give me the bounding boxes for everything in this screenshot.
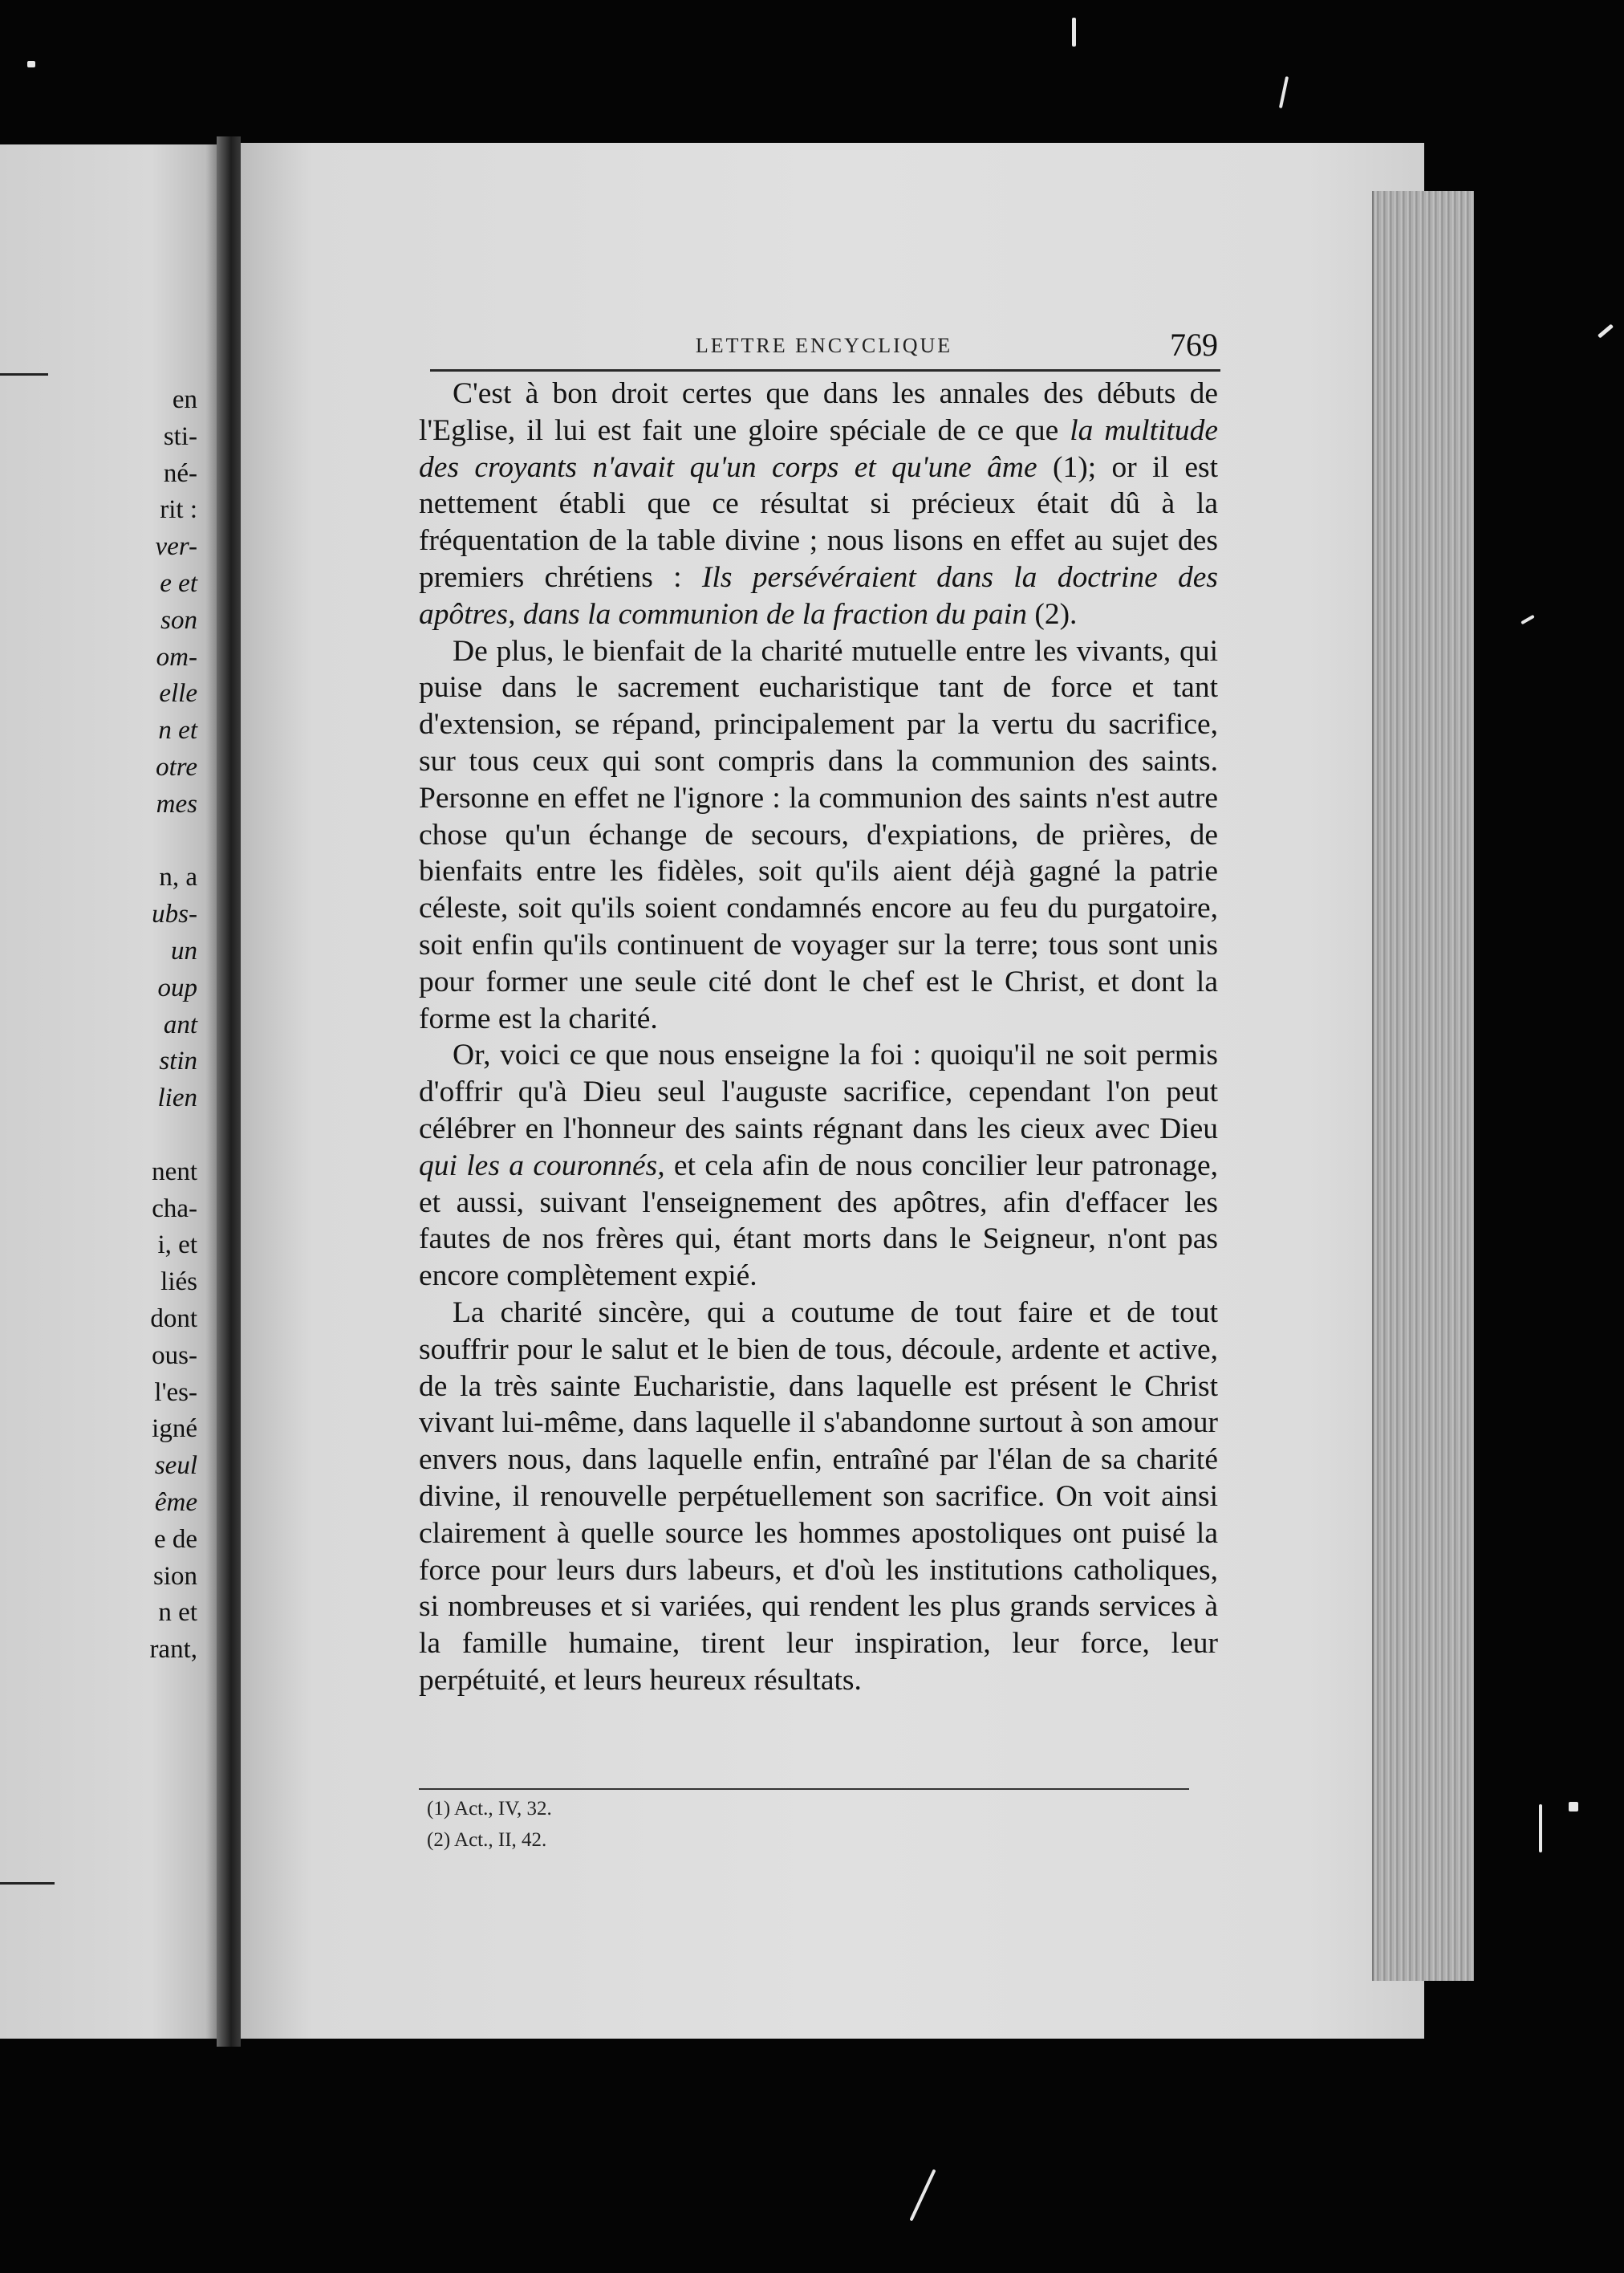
- footnote-2: (2) Act., II, 42.: [427, 1829, 547, 1851]
- facing-page-footnote-rule: [0, 1882, 55, 1885]
- footnote-1: (1) Act., IV, 32.: [427, 1798, 552, 1820]
- paragraph: [419, 633, 1218, 1038]
- running-head: LETTRE ENCYCLIQUE: [695, 334, 953, 357]
- facing-page-fragment: cha-: [152, 1193, 197, 1223]
- facing-page-fragment: liés: [160, 1267, 197, 1297]
- paragraph: [419, 376, 1218, 633]
- facing-page-fragment: lien: [157, 1084, 197, 1113]
- dust-speck: [1569, 1802, 1578, 1811]
- dust-speck: [1072, 18, 1076, 47]
- facing-page-fragment: ant: [163, 1010, 197, 1039]
- text-run: La charité sincère, qui a coutume de tout faire et de tout souffrir pour le salut et le bien de tous, découle, ardente et active, de la très sainte Eucharistie, dans laquelle est présent le Christ vivant lui-même, dans laquelle il s'abandonne surtout à son amour envers nous, dans laquelle enfin, entraîné par l'élan de sa charité divine, il renouvelle perpétuellement son sacrifice. On voit ainsi clairement à quelle source les hommes apostoliques ont puisé la force pour leurs durs labeurs, et d'où les institutions catholiques, si nombreuses et si variées, qui rendent les plus grands services à la famille humaine, tirent leur inspiration, leur force, leur perpétuité, et leurs heureux résultats.: [419, 1295, 1218, 1697]
- facing-page-fragment: seul: [154, 1451, 197, 1481]
- facing-page-fragment: dont: [150, 1304, 197, 1333]
- dust-speck: [1598, 324, 1614, 339]
- body-text: [419, 376, 1218, 1699]
- dust-speck: [1520, 615, 1535, 624]
- text-run: De plus, le bienfait de la charité mutuelle entre les vivants, qui puise dans le sacrement eucharistique tant de force et tant d'extension, se répand, principalement par la vertu du sacrifice, sur tous ceux qui sont compris dans la communion des saints. Personne en effet ne l'ignore : la communion des saints n'est autre chose qu'un échange de secours, d'expiations, de prières, de bienfaits entre les fidèles, soit qu'ils aient déjà gagné la patrie céleste, soit qu'ils soient condamnés encore au feu du purgatoire, soit enfin qu'ils continuent de voyager sur la terre; tous sont unis pour former une seule cité dont le chef est le Christ, et dont la forme est la charité.: [419, 634, 1218, 1035]
- facing-page-fragment: om-: [156, 642, 197, 672]
- dust-speck: [909, 2169, 936, 2221]
- italic-quote: la multitude des croyants n'avait qu'un corps et qu'une âme: [419, 413, 1218, 484]
- facing-page-fragment: mes: [156, 789, 197, 819]
- facing-page-fragment: ême: [154, 1488, 197, 1517]
- text-run: et cela afin de nous concilier leur patronage, et aussi, suivant l'enseignement des apôtres, afin d'effacer les fautes de nos frères qui, étant morts dans le Seigneur, n'ont pas encore complètement expié.: [419, 1149, 1218, 1293]
- header-rule: [430, 369, 1220, 372]
- facing-page-fragment: sti-: [163, 421, 197, 451]
- italic-quote: Ils persévéraient dans la doctrine des apôtres, dans la communion de la fraction du pain: [419, 560, 1219, 631]
- footnotes: [419, 1793, 1141, 1856]
- facing-page-fragment: né-: [163, 458, 197, 488]
- facing-page-fragment: i, et: [157, 1230, 197, 1260]
- facing-page-fragment: sion: [152, 1561, 197, 1591]
- facing-page-fragment: igné: [152, 1414, 197, 1444]
- footnote-rule: [419, 1788, 1189, 1790]
- facing-page-left: [0, 144, 217, 2039]
- page-block-edges: [1372, 191, 1474, 1981]
- facing-page-fragment: n et: [158, 716, 197, 746]
- text-run: Or, voici ce que nous enseigne la foi : quoiqu'il ne soit permis d'offrir qu'à Dieu seul l'auguste sacrifice, cependant l'on peut célébrer en l'honneur des saints régnant dans les cieux avec Dieu: [419, 1039, 1218, 1145]
- facing-page-fragment: nent: [152, 1157, 197, 1186]
- facing-page-fragment: e et: [160, 569, 197, 598]
- facing-page-fragment: n et: [158, 1598, 197, 1628]
- facing-page-fragment: elle: [159, 679, 197, 709]
- text-run: (1); or il est nettement établi que ce résultat si précieux était dû à la fréquentation de la table divine ; nous lisons en effet au sujet des premiers chrétiens :: [419, 450, 1218, 594]
- page-number: 769: [1170, 327, 1218, 363]
- facing-page-fragment: ubs-: [152, 900, 197, 929]
- facing-page-header-rule: [0, 373, 48, 376]
- facing-page-fragment: un: [171, 937, 197, 966]
- facing-page-fragment: rant,: [149, 1635, 197, 1665]
- italic-quote: qui les a couronnés,: [419, 1149, 665, 1182]
- paragraph: [419, 1037, 1218, 1295]
- text-run: (2).: [1026, 597, 1078, 631]
- facing-page-fragment: ver-: [155, 532, 197, 562]
- facing-page-fragment: l'es-: [154, 1377, 197, 1407]
- dust-speck: [1539, 1804, 1542, 1852]
- facing-page-fragment: stin: [159, 1047, 197, 1076]
- facing-page-fragment: ous-: [152, 1340, 197, 1370]
- facing-page-fragment: otre: [156, 753, 197, 782]
- facing-page-fragment: son: [160, 605, 197, 635]
- facing-page-fragment: n, a: [159, 863, 197, 893]
- book-gutter: [217, 136, 241, 2047]
- facing-page-fragment: oup: [157, 973, 197, 1002]
- facing-page-fragment: rit :: [160, 495, 197, 525]
- paragraph: [419, 1295, 1218, 1699]
- dust-speck: [27, 61, 35, 67]
- facing-page-fragment: e de: [153, 1524, 197, 1554]
- text-run: C'est à bon droit certes que dans les annales des débuts de l'Eglise, il lui est fait une gloire spéciale de ce que: [419, 377, 1218, 447]
- facing-page-fragment: en: [172, 385, 197, 414]
- dust-speck: [1279, 76, 1289, 108]
